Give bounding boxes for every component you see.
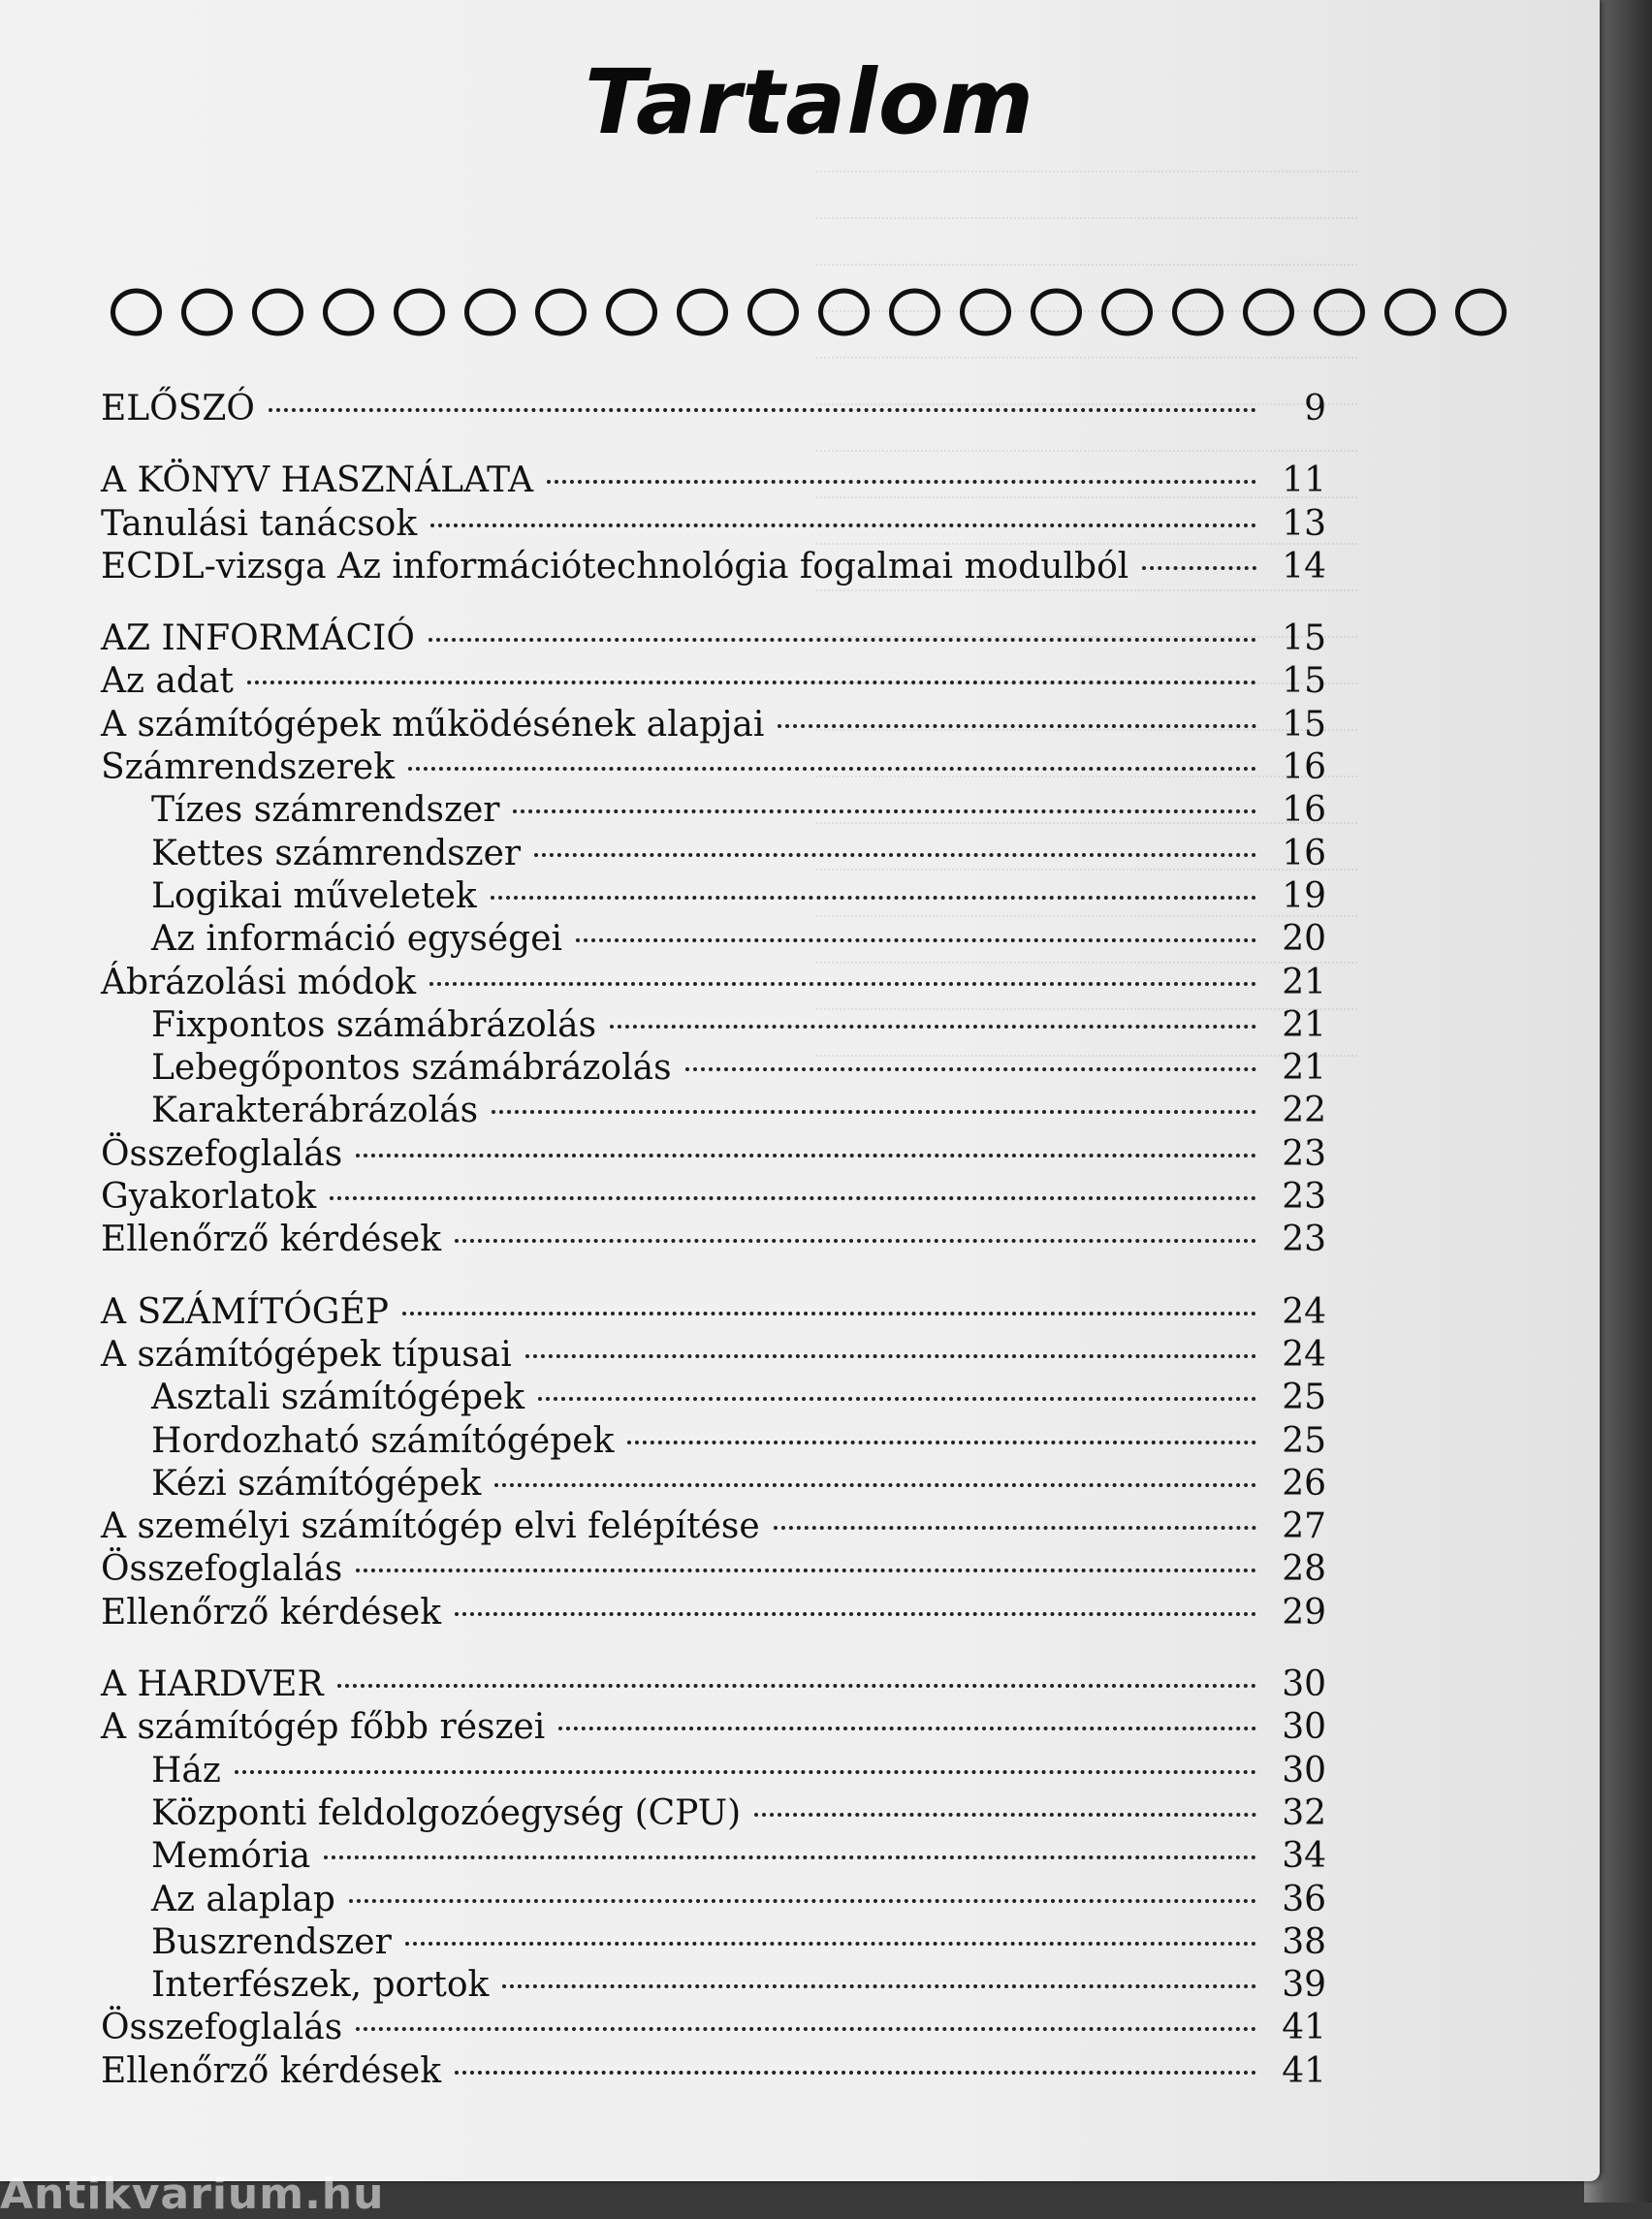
toc-entry-title: Összefoglalás	[101, 1133, 343, 1174]
toc-entry[interactable]	[101, 704, 1326, 746]
toc-entry-title: Kézi számítógépek	[151, 1463, 482, 1504]
dot-leader	[534, 853, 1256, 857]
dot-leader	[429, 638, 1256, 642]
toc-entry-page-number: 24	[1282, 1334, 1326, 1375]
toc-entry-page-number: 20	[1282, 919, 1326, 960]
dot-leader	[429, 982, 1256, 986]
toc-entry-title: A SZÁMÍTÓGÉP	[101, 1291, 389, 1332]
toc-entry[interactable]	[101, 388, 1326, 430]
decorative-circle	[1458, 291, 1505, 333]
toc-entry-title: Ellenőrző kérdések	[101, 1220, 442, 1260]
toc-entry-title: Asztali számítógépek	[151, 1378, 525, 1418]
dot-leader	[492, 1110, 1256, 1114]
toc-entry-page-number: 15	[1282, 704, 1326, 745]
toc-entry[interactable]	[101, 1004, 1326, 1047]
toc-entry[interactable]	[101, 1291, 1326, 1334]
toc-entry[interactable]	[101, 1664, 1326, 1706]
decorative-circle	[750, 291, 797, 333]
dot-leader	[494, 1483, 1256, 1487]
toc-entry[interactable]	[101, 1334, 1326, 1377]
toc-entry-page-number: 11	[1282, 460, 1326, 501]
toc-entry[interactable]	[101, 1463, 1326, 1506]
dot-leader	[349, 1899, 1256, 1903]
toc-entry-title: Központi feldolgozóegység (CPU)	[151, 1792, 742, 1833]
dot-leader	[513, 809, 1256, 813]
toc-entry[interactable]	[101, 2007, 1326, 2049]
toc-entry[interactable]	[101, 1921, 1326, 1964]
toc-entry-page-number: 21	[1282, 1048, 1326, 1089]
toc-entry-title: Tanulási tanácsok	[101, 503, 418, 544]
toc-entry[interactable]	[101, 1548, 1326, 1591]
toc-entry-page-number: 22	[1282, 1091, 1326, 1131]
dot-leader	[330, 1196, 1256, 1200]
toc-entry-page-number: 24	[1282, 1291, 1326, 1332]
dot-leader	[627, 1441, 1256, 1444]
toc-entry[interactable]	[101, 1792, 1326, 1835]
decorative-circle	[1033, 291, 1080, 333]
toc-entry-page-number: 27	[1282, 1506, 1326, 1547]
toc-entry-page-number: 30	[1282, 1707, 1326, 1748]
toc-entry[interactable]	[101, 1964, 1326, 2007]
dot-leader	[502, 1984, 1256, 1988]
dot-leader	[356, 2027, 1256, 2031]
decorative-circle-row	[101, 281, 1516, 343]
toc-entry[interactable]	[101, 746, 1326, 789]
dot-leader	[356, 1154, 1256, 1157]
toc-entry-page-number: 9	[1304, 389, 1326, 428]
dot-leader	[247, 681, 1256, 684]
toc-entry-page-number: 25	[1282, 1420, 1326, 1461]
toc-entry-title: Összefoglalás	[101, 2008, 343, 2048]
toc-entry-page-number: 34	[1282, 1836, 1326, 1877]
decorative-circle	[680, 291, 726, 333]
toc-entry-page-number: 16	[1282, 790, 1326, 831]
toc-entry-title: ELŐSZÓ	[101, 389, 255, 428]
toc-entry-page-number: 38	[1282, 1921, 1326, 1962]
toc-entry[interactable]	[101, 918, 1326, 961]
toc-entry-page-number: 36	[1282, 1879, 1326, 1919]
toc-entry-page-number: 14	[1282, 546, 1326, 586]
toc-entry-title: Buszrendszer	[151, 1921, 392, 1962]
toc-entry-title: Az adat	[101, 661, 234, 702]
toc-entry-title: Ellenőrző kérdések	[101, 1592, 442, 1633]
dot-leader	[405, 1942, 1256, 1946]
dot-leader	[337, 1684, 1256, 1688]
toc-entry-page-number: 21	[1282, 962, 1326, 1002]
dot-leader	[356, 1569, 1256, 1572]
toc-entry[interactable]	[101, 546, 1326, 588]
table-of-contents	[101, 388, 1326, 2093]
toc-entry-title: A HARDVER	[101, 1664, 324, 1705]
toc-entry-title: Hordozható számítógépek	[151, 1420, 615, 1461]
toc-entry-title: Az információ egységei	[151, 919, 563, 960]
toc-entry-page-number: 39	[1282, 1965, 1326, 2006]
toc-entry-title: ECDL-vizsga Az információtechnológia fogalmai modulból	[101, 546, 1129, 586]
toc-entry-page-number: 13	[1282, 503, 1326, 544]
toc-entry[interactable]	[101, 460, 1326, 502]
dot-leader	[576, 938, 1256, 942]
toc-entry-title: Fixpontos számábrázolás	[151, 1004, 597, 1045]
toc-entry[interactable]	[101, 875, 1326, 918]
toc-entry-title: Memória	[151, 1836, 311, 1877]
toc-entry[interactable]	[101, 1706, 1326, 1749]
decorative-circle	[326, 291, 372, 333]
toc-entry-title: Tízes számrendszer	[151, 790, 500, 831]
dot-leader	[1142, 566, 1256, 570]
toc-entry-title: Ábrázolási módok	[101, 962, 417, 1002]
toc-entry[interactable]	[101, 1506, 1326, 1548]
decorative-circle	[184, 291, 231, 333]
dot-leader	[324, 1855, 1256, 1859]
toc-entry-title: Ellenőrző kérdések	[101, 2050, 442, 2091]
decorative-circle	[255, 291, 302, 333]
toc-entry[interactable]	[101, 1133, 1326, 1176]
dot-leader	[754, 1813, 1256, 1817]
toc-entry-page-number: 15	[1282, 618, 1326, 659]
decorative-circle	[609, 291, 655, 333]
toc-entry-title: Logikai műveletek	[151, 875, 477, 916]
dot-leader	[430, 523, 1256, 527]
toc-entry[interactable]	[101, 1176, 1326, 1219]
toc-entry-title: A számítógépek típusai	[101, 1334, 512, 1375]
toc-entry[interactable]	[101, 503, 1326, 546]
dot-leader	[402, 1312, 1256, 1316]
toc-entry-title: A KÖNYV HASZNÁLATA	[101, 460, 534, 501]
toc-entry-page-number: 41	[1282, 2008, 1326, 2048]
decorative-circle	[821, 291, 868, 333]
decorative-circle	[397, 291, 443, 333]
toc-entry-title: Interfészek, portok	[151, 1965, 490, 2006]
dot-leader	[491, 896, 1256, 900]
decorative-circle	[467, 291, 514, 333]
decorative-circle	[1104, 291, 1151, 333]
toc-entry-page-number: 29	[1282, 1592, 1326, 1633]
toc-entry-title: Karakterábrázolás	[151, 1091, 479, 1131]
dot-leader	[408, 767, 1256, 771]
decorative-circle	[1246, 291, 1292, 333]
toc-entry-page-number: 23	[1282, 1220, 1326, 1260]
dot-leader	[774, 1526, 1256, 1530]
toc-entry-page-number: 19	[1282, 875, 1326, 916]
toc-entry-title: A személyi számítógép elvi felépítése	[101, 1506, 760, 1547]
toc-entry[interactable]	[101, 1592, 1326, 1634]
decorative-circle	[892, 291, 938, 333]
toc-entry-page-number: 21	[1282, 1004, 1326, 1045]
decorative-circle	[538, 291, 585, 333]
dot-leader	[610, 1025, 1256, 1029]
toc-entry-title: Az alaplap	[151, 1879, 335, 1919]
dot-leader	[455, 2071, 1256, 2075]
toc-entry[interactable]	[101, 1879, 1326, 1921]
toc-entry[interactable]	[101, 2050, 1326, 2093]
decorative-circle	[113, 291, 160, 333]
toc-entry-page-number: 32	[1282, 1792, 1326, 1833]
toc-entry-title: Összefoglalás	[101, 1549, 343, 1590]
toc-entry-title: Ház	[151, 1750, 221, 1791]
dot-leader	[547, 480, 1256, 484]
decorative-circle	[1317, 291, 1363, 333]
dot-leader	[685, 1067, 1256, 1071]
page-title: Tartalom	[585, 50, 1034, 154]
toc-entry-page-number: 15	[1282, 661, 1326, 702]
dot-leader	[235, 1770, 1256, 1774]
toc-entry-title: Kettes számrendszer	[151, 833, 522, 873]
dot-leader	[525, 1354, 1256, 1358]
decorative-circle	[1175, 291, 1222, 333]
toc-entry[interactable]	[101, 1377, 1326, 1419]
toc-entry[interactable]	[101, 1835, 1326, 1878]
toc-entry-page-number: 16	[1282, 833, 1326, 873]
toc-entry[interactable]	[101, 660, 1326, 703]
toc-entry[interactable]	[101, 833, 1326, 875]
toc-entry-page-number: 23	[1282, 1133, 1326, 1174]
toc-entry-page-number: 23	[1282, 1177, 1326, 1218]
watermark-text: Antikvarium.hu	[0, 2170, 385, 2219]
toc-entry[interactable]	[101, 1090, 1326, 1132]
decorative-circle	[1387, 291, 1434, 333]
toc-entry-title: Lebegőpontos számábrázolás	[151, 1048, 672, 1089]
toc-entry-title: Számrendszerek	[101, 747, 396, 788]
toc-entry[interactable]	[101, 1750, 1326, 1792]
dot-leader	[455, 1239, 1256, 1243]
dot-leader	[455, 1612, 1256, 1616]
toc-entry-page-number: 30	[1282, 1750, 1326, 1791]
toc-entry-title: A számítógép főbb részei	[101, 1707, 546, 1748]
toc-entry-page-number: 26	[1282, 1463, 1326, 1504]
toc-entry-page-number: 16	[1282, 747, 1326, 788]
toc-entry[interactable]	[101, 1219, 1326, 1261]
decorative-circle	[963, 291, 1009, 333]
toc-entry-page-number: 30	[1282, 1664, 1326, 1705]
dot-leader	[558, 1727, 1256, 1730]
toc-entry-title: AZ INFORMÁCIÓ	[101, 618, 415, 659]
dot-leader	[778, 724, 1256, 728]
toc-entry[interactable]	[101, 962, 1326, 1004]
toc-entry-page-number: 41	[1282, 2050, 1326, 2091]
toc-entry-title: A számítógépek működésének alapjai	[101, 704, 765, 745]
toc-entry[interactable]	[101, 618, 1326, 660]
toc-entry-page-number: 25	[1282, 1378, 1326, 1418]
toc-entry-page-number: 28	[1282, 1549, 1326, 1590]
dot-leader	[538, 1397, 1256, 1401]
dot-leader	[269, 408, 1256, 412]
toc-entry[interactable]	[101, 1420, 1326, 1463]
toc-entry[interactable]	[101, 789, 1326, 832]
toc-entry[interactable]	[101, 1047, 1326, 1090]
toc-entry-title: Gyakorlatok	[101, 1177, 317, 1218]
